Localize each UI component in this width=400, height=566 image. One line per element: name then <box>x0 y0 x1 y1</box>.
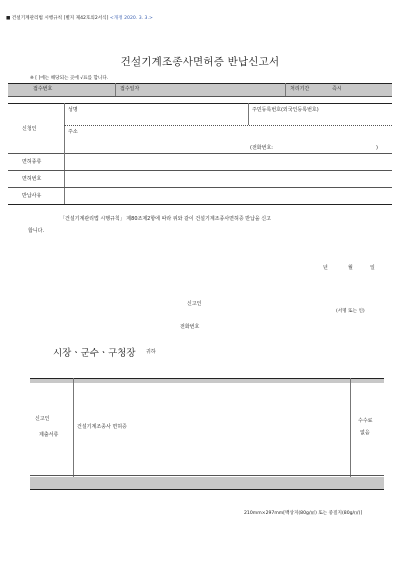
rule-name: 건설기계관리법 시행규칙 <box>11 16 63 21</box>
checkbox-note: ※ [ ]에는 해당되는 곳에 √표를 합니다. <box>30 76 109 81</box>
attachment-bottom-border <box>30 489 384 490</box>
table-divider <box>73 378 74 478</box>
reporter-phone-label: 전화번호 <box>180 324 200 330</box>
table-divider <box>248 103 249 125</box>
fee-value: 없음 <box>360 430 370 436</box>
processing-period-value: 즉시 <box>332 86 342 92</box>
return-reason-label: 반납사유 <box>22 193 42 199</box>
statement-line-2: 합니다. <box>28 228 45 234</box>
attachment-label-2: 제출서류 <box>39 432 59 438</box>
rrn-label: 주민등록번호(외국인등록번호) <box>252 107 319 113</box>
section-border <box>8 103 392 104</box>
license-type-label: 면허종류 <box>22 159 42 165</box>
attachment-shade <box>30 379 384 383</box>
license-number-label: 면허번호 <box>22 176 42 182</box>
name-label: 성명 <box>68 107 78 113</box>
form-header-note <box>6 16 153 22</box>
attachment-footer-shade <box>30 477 384 489</box>
table-divider <box>115 83 116 96</box>
phone-label: (전화번호: <box>250 145 273 151</box>
bullet-icon: ■ <box>6 16 11 21</box>
date-day: 일 <box>370 265 375 271</box>
form-number: [별지 제42호의2서식] <box>63 16 109 21</box>
date-month: 월 <box>348 265 353 271</box>
amendment-date: <개정 2020. 3. 3.> <box>109 16 153 21</box>
attachment-label-1: 신고인 <box>35 416 50 422</box>
recipient-suffix: 귀하 <box>146 349 156 355</box>
table-divider <box>350 378 351 478</box>
document-title: 건설기계조종사면허증 반납신고서 <box>120 56 280 68</box>
attachment-document: 건설기계조종사 면허증 <box>77 424 127 430</box>
phone-close: ) <box>376 145 378 151</box>
processing-period-label: 처리기간 <box>290 86 310 92</box>
receipt-date-label: 접수일자 <box>120 86 140 92</box>
table-line <box>8 153 392 154</box>
statement-line-1: 「건설기계관리법 시행규칙」 제80조제2항에 따라 위와 같이 건설기계조종사면허증 반납을 신고 <box>60 216 271 222</box>
receipt-number-label: 접수번호 <box>33 86 53 92</box>
table-divider <box>64 103 65 153</box>
recipient-name: 시장ㆍ군수ㆍ구청장 <box>53 348 136 359</box>
table-line <box>8 96 392 97</box>
table-line <box>8 187 392 188</box>
table-bottom-border <box>8 204 392 205</box>
table-line <box>30 475 384 476</box>
table-divider <box>64 153 65 204</box>
table-line <box>64 125 392 126</box>
table-divider <box>285 83 286 96</box>
signature-note: (서명 또는 인) <box>336 309 365 314</box>
paper-spec-footer: 210mm×297mm[백상지(80g/㎡) 또는 중질지(80g/㎡)] <box>244 511 363 516</box>
fee-label: 수수료 <box>358 418 373 424</box>
address-label: 주소 <box>68 129 78 135</box>
table-top-border <box>8 83 392 84</box>
reporter-label: 신고인 <box>187 301 202 307</box>
applicant-label: 신청인 <box>22 126 37 132</box>
table-line <box>8 170 392 171</box>
date-year: 년 <box>323 265 328 271</box>
